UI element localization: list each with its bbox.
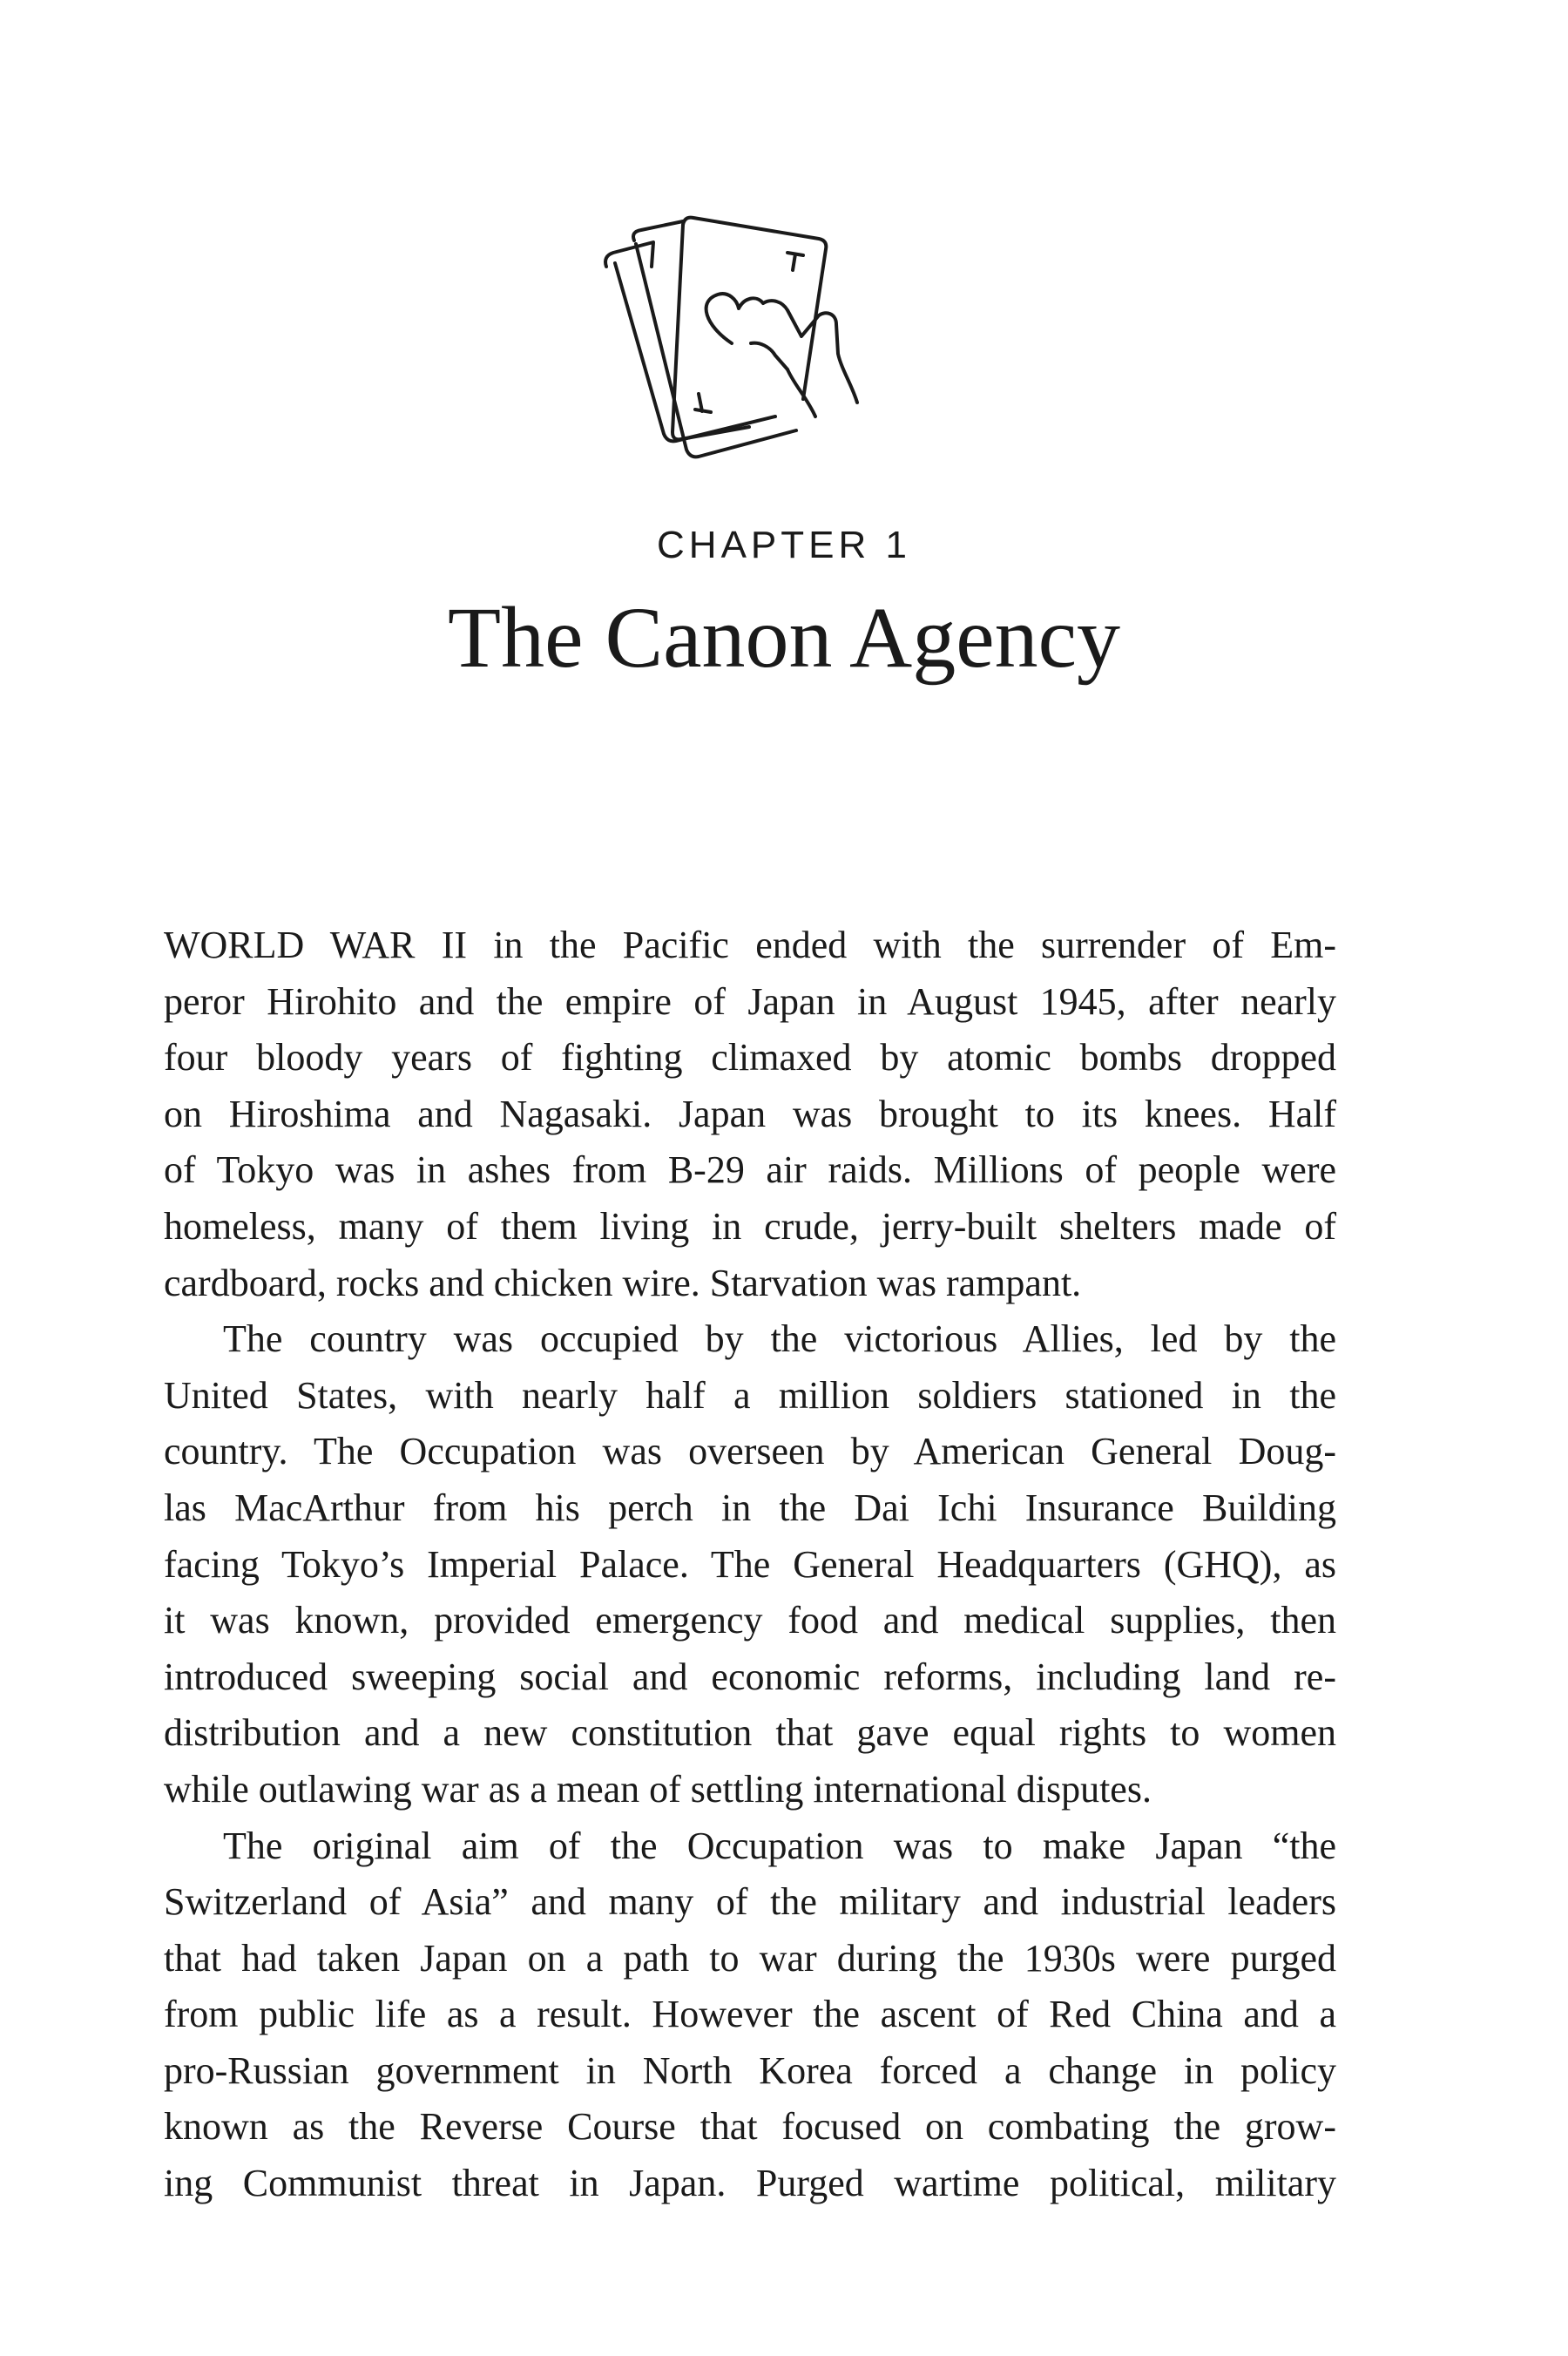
text-line: that had taken Japan on a path to war during the 1930s were purged: [164, 1936, 1336, 1980]
text-line: while outlawing war as a mean of settling international disputes.: [164, 1767, 1152, 1811]
chapter-title: The Canon Agency: [447, 589, 1121, 686]
paragraph-1: [164, 917, 1336, 1311]
chapter-label: CHAPTER 1: [657, 524, 911, 566]
text-line: from public life as a result. However the ascent of Red China and a: [164, 1993, 1336, 2036]
chapter-body: [164, 917, 1336, 2212]
text-line: introduced sweeping social and economic reforms, including land re-: [164, 1655, 1336, 1698]
text-line: WORLD WAR II in the Pacific ended with the surrender of Em-: [164, 924, 1336, 966]
text-line: The original aim of the Occupation was to make Japan “the: [223, 1824, 1336, 1867]
text-line: of Tokyo was in ashes from B-29 air raids. Millions of people were: [164, 1148, 1336, 1192]
text-line: homeless, many of them living in crude, jerry-built shelters made of: [164, 1204, 1336, 1248]
text-line: ing Communist threat in Japan. Purged wartime political, military: [164, 2162, 1336, 2205]
text-line: peror Hirohito and the empire of Japan in August 1945, after nearly: [164, 979, 1336, 1023]
paragraph-2: [164, 1311, 1336, 1818]
text-line: facing Tokyo’s Imperial Palace. The General Headquarters (GHQ), as: [164, 1542, 1336, 1586]
text-line: Switzerland of Asia” and many of the military and industrial leaders: [164, 1880, 1336, 1924]
text-line: distribution and a new constitution that gave equal rights to women: [164, 1711, 1336, 1755]
text-line: United States, with nearly half a million soldiers stationed in the: [164, 1373, 1336, 1417]
text-line: four bloody years of fighting climaxed by atomic bombs dropped: [164, 1036, 1336, 1080]
text-line: on Hiroshima and Nagasaki. Japan was brought to its knees. Half: [164, 1092, 1336, 1135]
paragraph-3: [164, 1818, 1336, 2212]
text-line: known as the Reverse Course that focused on combating the grow-: [164, 2105, 1336, 2149]
text-line: cardboard, rocks and chicken wire. Starvation was rampant.: [164, 1261, 1082, 1304]
playing-cards-hand-icon: [601, 214, 897, 476]
text-line: country. The Occupation was overseen by American General Doug-: [164, 1430, 1336, 1473]
text-line: las MacArthur from his perch in the Dai Ichi Insurance Building: [164, 1486, 1336, 1529]
text-line: it was known, provided emergency food and medical supplies, then: [164, 1599, 1336, 1642]
text-line: pro-Russian government in North Korea forced a change in policy: [164, 2048, 1336, 2092]
text-line: The country was occupied by the victorious Allies, led by the: [223, 1317, 1336, 1361]
